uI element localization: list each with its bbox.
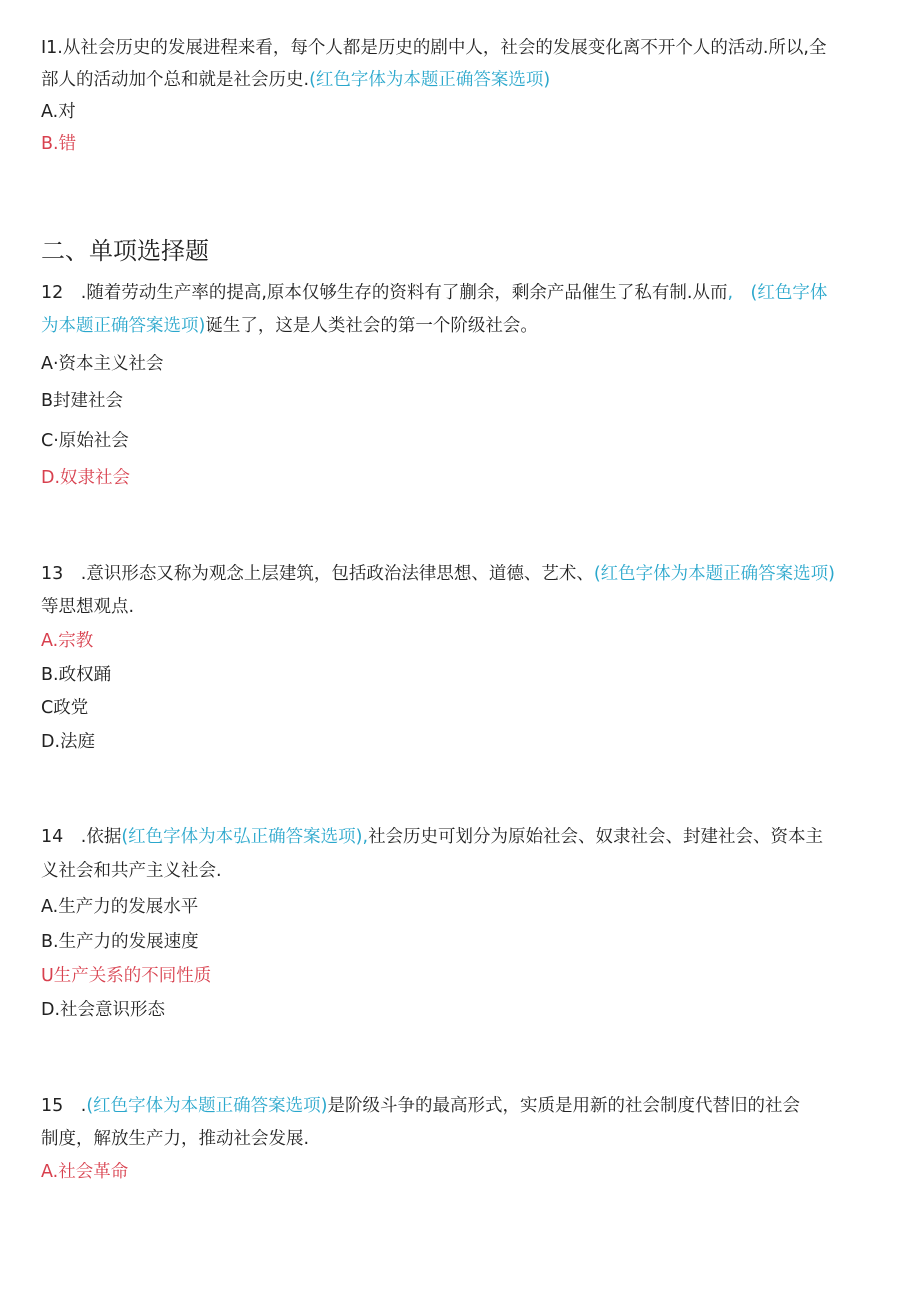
q11-option-b-correct: B.错 — [41, 134, 77, 154]
q14-answer-hint: (红色字体为本弘正确答案选项), — [121, 827, 369, 847]
q12-option-d-correct: D.奴隶社会 — [41, 468, 131, 488]
q14-option-a: A.生产力的发展水平 — [41, 897, 199, 917]
q12-answer-hint: , (红色字体 — [727, 283, 828, 303]
q12-option-c: C·原始社会 — [41, 431, 129, 451]
q13-line1-text: 13 .意识形态又称为观念上层建筑，包括政治法律思想、道德、艺术、 — [41, 564, 594, 584]
q15-line1-text-cont: 是阶级斗争的最高形式，实质是用新的社会制度代替旧的社会 — [327, 1096, 800, 1116]
q13-option-c: C政党 — [41, 698, 89, 718]
q11-line2 — [41, 68, 550, 92]
q12-option-a: A·资本主义社会 — [41, 354, 164, 374]
q14-option-b: B.生产力的发展速度 — [41, 932, 199, 952]
q12-option-b: B封建社会 — [41, 391, 124, 411]
q15-line2: 制度，解放生产力，推动社会发展. — [41, 1129, 310, 1149]
q14-line1-text-cont: 社会历史可划分为原始社会、奴隶社会、封建社会、资本主 — [368, 827, 824, 847]
q15-line1-text: 15 . — [41, 1096, 87, 1116]
q12-answer-hint-cont: 为本题正确答案选项) — [41, 316, 206, 336]
q12-line1 — [41, 281, 827, 305]
q13-option-d: D.法庭 — [41, 732, 96, 752]
q11-line2-text: 部人的活动加个总和就是社会历史. — [41, 70, 310, 90]
q13-line2: 等思想观点. — [41, 597, 135, 617]
q15-line1 — [41, 1094, 800, 1118]
q11-option-a: A.对 — [41, 102, 76, 122]
q12-line2-text: 诞生了，这是人类社会的第一个阶级社会。 — [205, 316, 538, 336]
q13-option-a-correct: A.宗教 — [41, 631, 94, 651]
q14-line1-text: 14 .依据 — [41, 827, 122, 847]
q15-option-a-correct: A.社会革命 — [41, 1162, 129, 1182]
q13-line1 — [41, 562, 835, 586]
q11-answer-hint: (红色字体为本题正确答案选项) — [309, 70, 551, 90]
q13-option-b: B.政权踊 — [41, 665, 112, 685]
q11-line1: I1.从社会历史的发展进程来看，每个人都是历史的剧中人，社会的发展变化离不开个人的活动.所以,全 — [41, 38, 827, 58]
q14-option-d: D.社会意识形态 — [41, 1000, 166, 1020]
q12-line2 — [41, 314, 538, 338]
q13-answer-hint: (红色字体为本题正确答案选项) — [593, 564, 835, 584]
q14-line1 — [41, 825, 823, 849]
q12-line1-text: 12 .随着劳动生产率的提高,原本仅够生存的资料有了蒯余，剩余产品催生了私有制.从而 — [41, 283, 728, 303]
q14-option-c-correct: U生产关系的不同性质 — [41, 966, 212, 986]
section-title: 二、单项选择题 — [41, 237, 209, 265]
q14-line2: 义社会和共产主义社会. — [41, 861, 222, 881]
q15-answer-hint: (红色字体为本题正确答案选项) — [86, 1096, 328, 1116]
